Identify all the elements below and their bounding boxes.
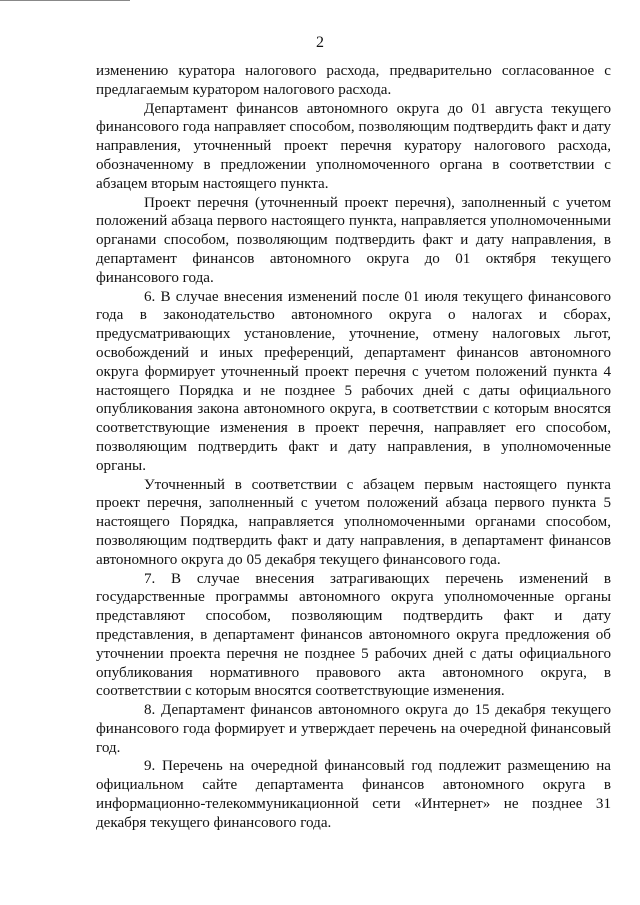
paragraph-item-6: 6. В случае внесения изменений после 01 июля текущего финансового года в законодательство автономного округа о налогах и сборах, предусматривающих установление, уточнение, отмену налоговых льгот, освобождений и иных преференций, департамент финансов автономного округа формирует уточненный проект перечня с учетом положений пункта 4 настоящего Порядка и не позднее 5 рабочих дней с даты официального опубликования закона автономного округа, в соответствии с которым вносятся соответствующие изменения в проект перечня, направляет его способом, позволяющим подтвердить факт и дату направления, в уполномоченные органы. <box>96 288 611 474</box>
paragraph-item-9: 9. Перечень на очередной финансовый год подлежит размещению на официальном сайте департамента финансов автономного округа в информационно-телекоммуникационной сети «Интернет» не позднее 31 декабря текущего финансового года. <box>96 758 611 831</box>
document-body <box>96 62 611 833</box>
paragraph-item-8: 8. Департамент финансов автономного округа до 15 декабря текущего финансового года формирует и утверждает перечень на очередной финансовый год. <box>96 702 611 756</box>
paragraph-finance-department-august: Департамент финансов автономного округа до 01 августа текущего финансового года направляет способом, позволяющим подтвердить факт и дату направления, уточненный проект перечня куратору налогового расхода, обозначенному в предложении уполномоченного органа в соответствии с абзацем вторым настоящего пункта. <box>96 100 611 192</box>
paragraph-continuation: изменению куратора налогового расхода, предварительно согласованное с предлагаемым куратором налогового расхода. <box>96 63 611 98</box>
paragraph-draft-list-october: Проект перечня (уточненный проект перечня), заполненный с учетом положений абзаца первого настоящего пункта, направляется уполномоченными органами способом, позволяющим подтвердить факт и дату направления, в департамент финансов автономного округа до 01 октября текущего финансового года. <box>96 194 611 286</box>
paragraph-item-6-refined: Уточненный в соответствии с абзацем первым настоящего пункта проект перечня, заполненный с учетом положений абзаца первого пункта 5 настоящего Порядка, направляется уполномоченными органами способом, позволяющим подтвердить факт и дату направления, в департамент финансов автономного округа до 05 декабря текущего финансового года. <box>96 476 611 568</box>
paragraph-item-7: 7. В случае внесения затрагивающих перечень изменений в государственные программы автономного округа уполномоченные органы представляют способом, позволяющим подтвердить факт и дату представления, в департамент финансов автономного округа предложения об уточнении проекта перечня не позднее 5 рабочих дней с даты официального опубликования нормативного правового акта автономного округа, в соответствии с которым вносятся соответствующие изменения. <box>96 570 611 700</box>
page-number: 2 <box>316 34 324 51</box>
top-rule-line <box>0 0 130 1</box>
